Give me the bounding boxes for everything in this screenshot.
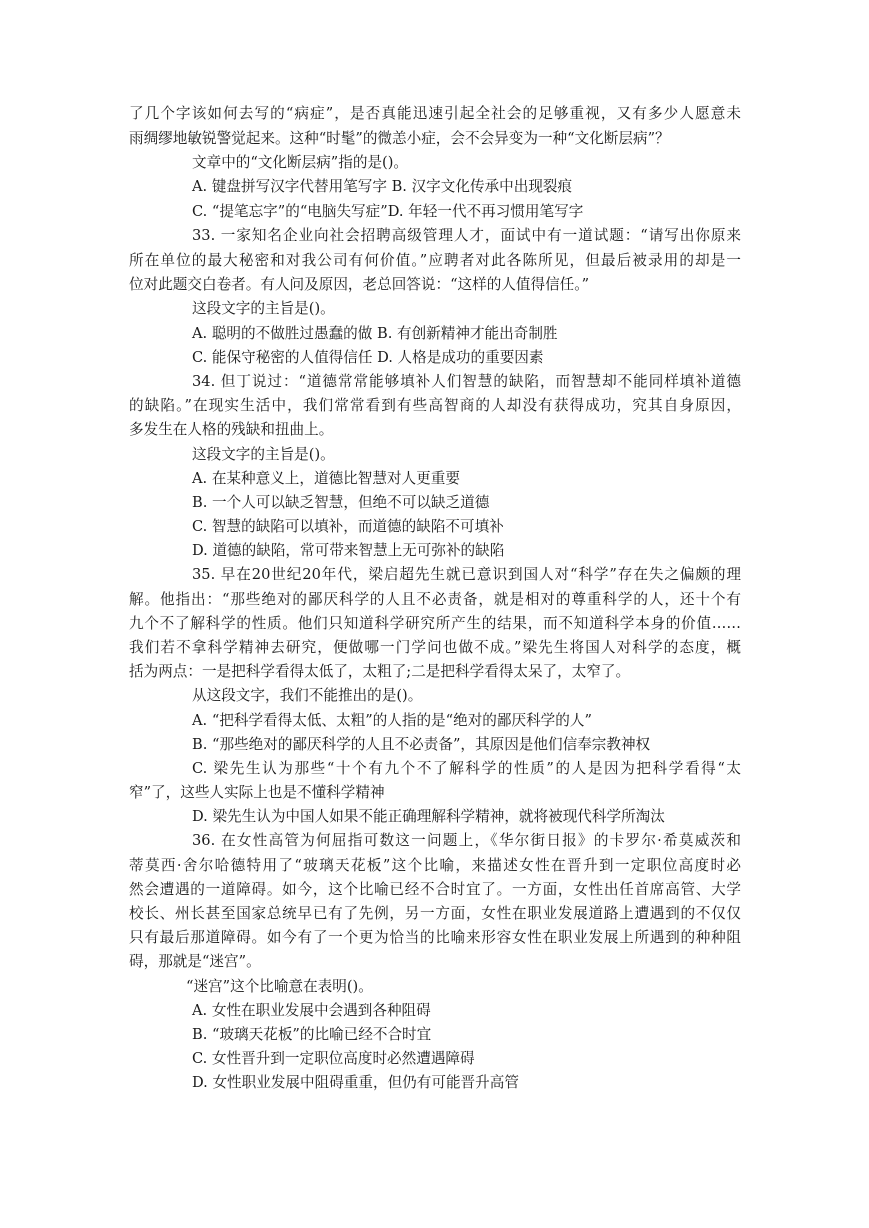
answer-option: D. 道德的缺陷，常可带来智慧上无可弥补的缺陷 bbox=[192, 542, 505, 559]
paragraph-line: 多发生在人格的残缺和扭曲上。 bbox=[129, 421, 334, 438]
question-36-text: 36. 在女性高管为何屈指可数这一问题上，《华尔街日报》的卡罗尔·希莫威茨和 bbox=[192, 832, 741, 849]
answer-option: D. 女性职业发展中阻碍重重，但仍有可能晋升高管 bbox=[192, 1074, 519, 1091]
paragraph-line: 位对此题交白卷者。有人问及原因，老总回答说：“这样的人值得信任。” bbox=[129, 276, 590, 293]
paragraph-line: 了几个字该如何去写的“病症”，是否真能迅速引起全社会的足够重视，又有多少人愿意未 bbox=[129, 105, 741, 122]
paragraph-line: 九个不了解科学的性质。他们只知道科学研究所产生的结果，而不知道科学本身的价值…… bbox=[129, 615, 741, 632]
answer-option: C. 梁先生认为那些“十个有九个不了解科学的性质”的人是因为把科学看得“太 bbox=[192, 760, 741, 777]
answer-option: D. 梁先生认为中国人如果不能正确理解科学精神，就将被现代科学所淘汰 bbox=[192, 808, 665, 825]
question-33-text: 33. 一家知名企业向社会招聘高级管理人才，面试中有一道试题：“请写出你原来 bbox=[192, 227, 741, 244]
paragraph-line: 校长、州长甚至国家总统早已有了先例，另一方面，女性在职业发展道路上遭遇到的不仅仅 bbox=[129, 905, 741, 922]
question-34-text: 34. 但丁说过：“道德常常能够填补人们智慧的缺陷，而智慧却不能同样填补道德 bbox=[192, 373, 741, 390]
answer-option: A. 女性在职业发展中会遇到各种阻碍 bbox=[192, 1002, 431, 1019]
answer-option: C. 女性晋升到一定职位高度时必然遭遇障碍 bbox=[192, 1050, 475, 1067]
paragraph-line: 所在单位的最大秘密和对我公司有何价值。”应聘者对此各陈所见，但最后被录用的却是一 bbox=[129, 252, 741, 269]
question-prompt: 这段文字的主旨是()。 bbox=[192, 446, 335, 463]
paragraph-line: 蒂莫西·舍尔哈德特用了“玻璃天花板”这个比喻，来描述女性在晋升到一定职位高度时必 bbox=[129, 857, 741, 874]
answer-option: B. 一个人可以缺乏智慧，但绝不可以缺乏道德 bbox=[192, 494, 490, 511]
answer-option: B. “那些绝对的鄙厌科学的人且不必责备”，其原因是他们信奉宗教神权 bbox=[192, 736, 651, 753]
paragraph-line: 碍，那就是“迷宫”。 bbox=[129, 953, 261, 970]
question-prompt: 这段文字的主旨是()。 bbox=[192, 300, 335, 317]
paragraph-line: 的缺陷。”在现实生活中，我们常常看到有些高智商的人却没有获得成功，究其自身原因， bbox=[129, 397, 741, 414]
answer-option: C. “提笔忘字”的“电脑失写症”D. 年轻一代不再习惯用笔写字 bbox=[192, 203, 584, 220]
question-prompt: 从这段文字，我们不能推出的是()。 bbox=[192, 687, 423, 704]
paragraph-line: 然会遭遇的一道障碍。如今，这个比喻已经不合时宜了。一方面，女性出任首席高管、大学 bbox=[129, 881, 741, 898]
paragraph-line: 括为两点：一是把科学看得太低了，太粗了;二是把科学看得太呆了，太窄了。 bbox=[129, 663, 631, 680]
answer-option: C. 能保守秘密的人值得信任 D. 人格是成功的重要因素 bbox=[192, 349, 544, 366]
question-prompt: “迷宫”这个比喻意在表明()。 bbox=[186, 978, 373, 995]
paragraph-line: 解。他指出：“那些绝对的鄙厌科学的人且不必责备，就是相对的尊重科学的人，还十个有 bbox=[129, 591, 741, 608]
answer-option: A. 聪明的不做胜过愚蠢的做 B. 有创新精神才能出奇制胜 bbox=[192, 325, 558, 342]
paragraph-line: 我们若不拿科学精神去研究，便做哪一门学问也做不成。”梁先生将国人对科学的态度，概 bbox=[129, 639, 741, 656]
answer-option: A. 键盘拼写汉字代替用笔写字 B. 汉字文化传承中出现裂痕 bbox=[192, 178, 573, 195]
answer-option: A. “把科学看得太低、太粗”的人指的是“绝对的鄙厌科学的人” bbox=[192, 712, 592, 729]
question-prompt: 文章中的“文化断层病”指的是()。 bbox=[192, 154, 409, 171]
answer-option-continued: 窄”了，这些人实际上也是不懂科学精神 bbox=[129, 784, 385, 801]
answer-option: B. “玻璃天花板”的比喻已经不合时宜 bbox=[192, 1026, 432, 1043]
paragraph-line: 雨绸缪地敏锐警觉起来。这种“时髦”的微恙小症，会不会异变为一种“文化断层病”？ bbox=[129, 130, 670, 147]
answer-option: C. 智慧的缺陷可以填补，而道德的缺陷不可填补 bbox=[192, 518, 504, 535]
paragraph-line: 只有最后那道障碍。如今有了一个更为恰当的比喻来形容女性在职业发展上所遇到的种种阻 bbox=[129, 929, 741, 946]
answer-option: A. 在某种意义上，道德比智慧对人更重要 bbox=[192, 470, 460, 487]
question-35-text: 35. 早在20世纪20年代，梁启超先生就已意识到国人对“科学”存在失之偏颇的理 bbox=[192, 566, 741, 583]
